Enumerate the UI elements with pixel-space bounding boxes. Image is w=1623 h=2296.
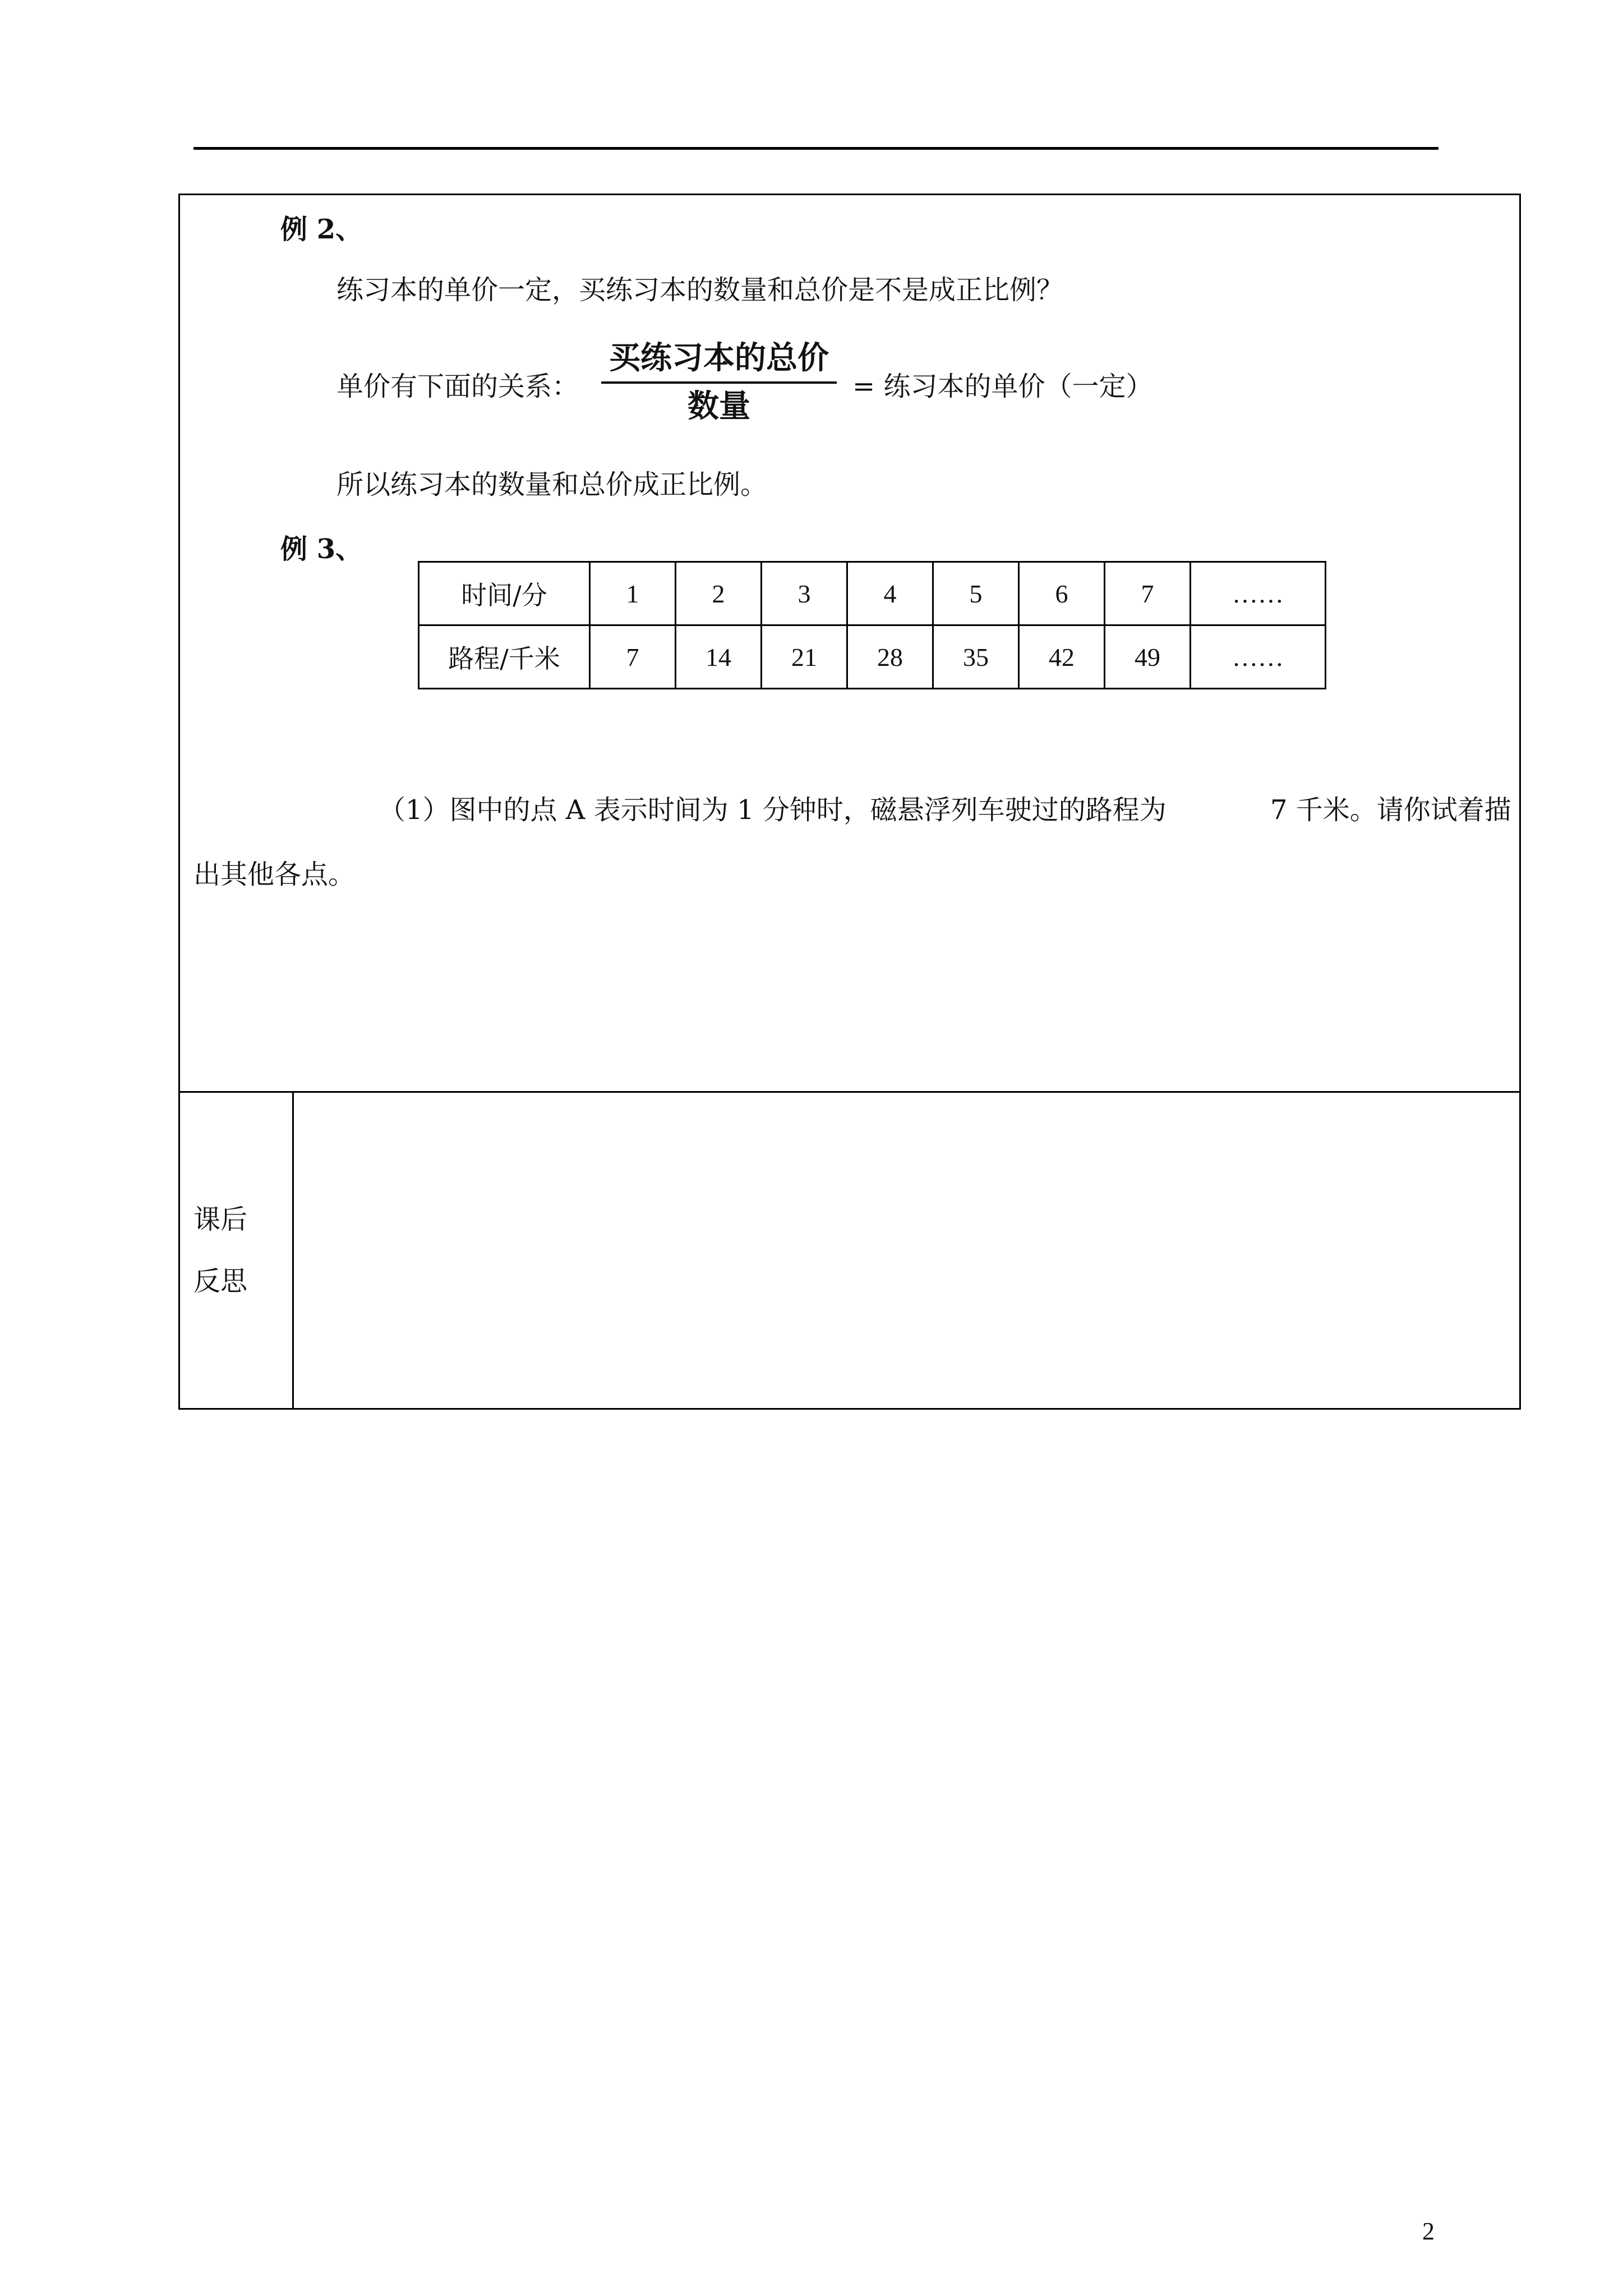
table-cell: 21 bbox=[762, 625, 847, 689]
table-cell: 4 bbox=[847, 562, 933, 625]
example-3-question-part1: （1）图中的点 A 表示时间为 1 分钟时，磁悬浮列车驶过的路程为 bbox=[379, 794, 1166, 826]
row-header-time: 时间/分 bbox=[419, 562, 590, 625]
relation-prefix: 单价有下面的关系： bbox=[336, 371, 579, 402]
page-number: 2 bbox=[1422, 2217, 1435, 2245]
relation-suffix: = 练习本的单价（一定） bbox=[852, 371, 1153, 402]
example-3-question-line2: 出其他各点。 bbox=[193, 859, 356, 890]
example-2-label: 例 2、 bbox=[280, 214, 363, 245]
row-header-distance: 路程/千米 bbox=[419, 625, 590, 689]
table-cell: 3 bbox=[762, 562, 847, 625]
example-2-conclusion: 所以练习本的数量和总价成正比例。 bbox=[336, 469, 768, 500]
reflection-column-divider bbox=[292, 1091, 294, 1410]
table-cell: 35 bbox=[933, 625, 1019, 689]
table-cell: 2 bbox=[676, 562, 762, 625]
fraction-bar bbox=[601, 381, 837, 384]
section-divider bbox=[180, 1091, 1519, 1093]
table-row-time bbox=[419, 562, 1326, 625]
table-cell: 14 bbox=[676, 625, 762, 689]
reflection-label-line1: 课后 bbox=[193, 1204, 248, 1235]
header-rule bbox=[193, 147, 1438, 150]
table-cell: 49 bbox=[1105, 625, 1191, 689]
table-cell-ellipsis: …… bbox=[1191, 625, 1326, 689]
table-cell: 5 bbox=[933, 562, 1019, 625]
table-cell: 7 bbox=[590, 625, 676, 689]
example-3-label: 例 3、 bbox=[280, 533, 363, 565]
fraction-denominator: 数量 bbox=[688, 388, 750, 425]
table-cell: 7 bbox=[1105, 562, 1191, 625]
reflection-label-line2: 反思 bbox=[193, 1266, 248, 1297]
example-2-question: 练习本的单价一定，买练习本的数量和总价是不是成正比例？ bbox=[336, 274, 1064, 306]
example-3-question-part2: 7 千米。请你试着描 bbox=[1270, 794, 1511, 826]
table-cell: 42 bbox=[1019, 625, 1105, 689]
table-cell-ellipsis: …… bbox=[1191, 562, 1326, 625]
fraction bbox=[601, 339, 837, 425]
table-cell: 28 bbox=[847, 625, 933, 689]
fraction-numerator: 买练习本的总价 bbox=[609, 339, 829, 376]
time-distance-table bbox=[418, 561, 1326, 689]
table-cell: 6 bbox=[1019, 562, 1105, 625]
table-row-distance bbox=[419, 625, 1326, 689]
table-cell: 1 bbox=[590, 562, 676, 625]
